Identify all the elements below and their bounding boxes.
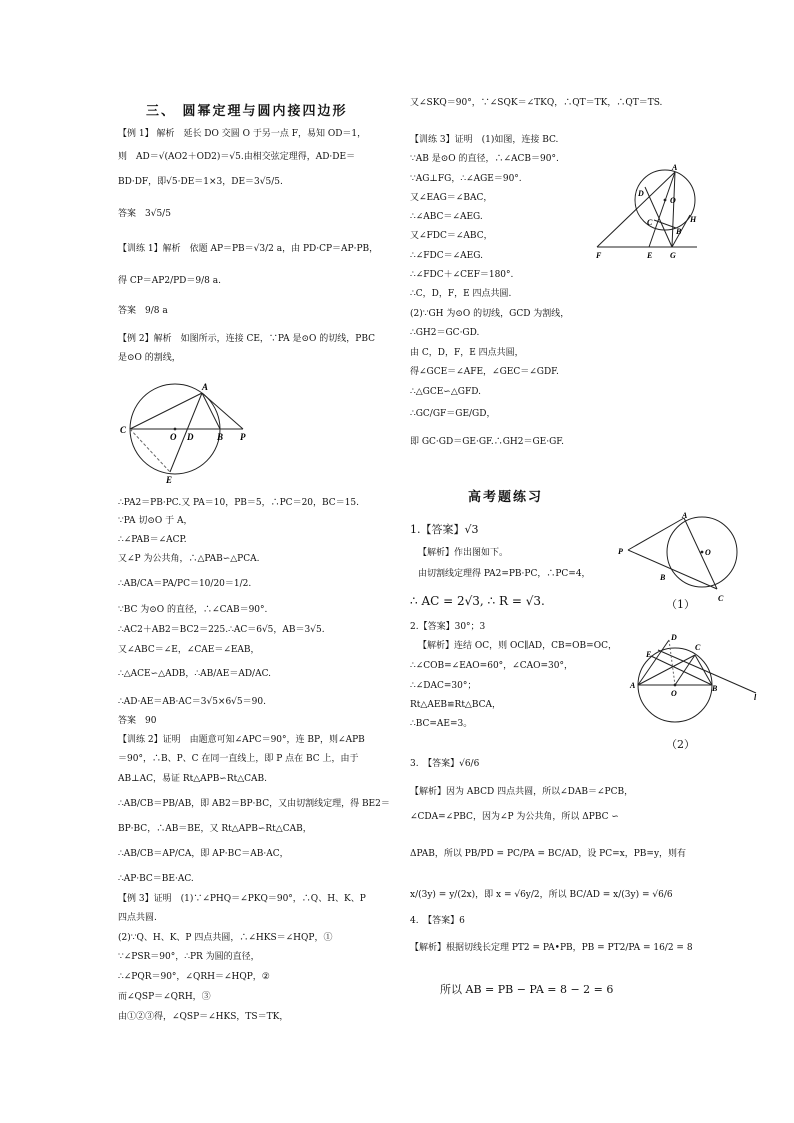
label-P: P — [240, 432, 246, 442]
answer-line: 答案 9/8 a — [118, 306, 168, 316]
label-A: A — [202, 382, 209, 392]
label-C: C — [718, 594, 724, 603]
text-line: 4. 【答案】6 — [410, 916, 465, 926]
text-line: ∴∠PAB＝∠ACP. — [118, 535, 187, 545]
section-title-exam-practice: 高考题练习 — [468, 490, 544, 505]
figure-training-3 — [592, 160, 702, 260]
text-line: ∴△GCE∽△GFD. — [410, 387, 481, 397]
text-line: ∴PA2＝PB·PC.又 PA＝10，PB＝5，∴PC＝20，BC＝15. — [118, 498, 360, 508]
label-E: E — [646, 650, 652, 659]
text-line: 1.【答案】√3 — [410, 523, 479, 536]
text-line: ∴AB/CB＝AP/CA，即 AP·BC＝AB·AC， — [118, 849, 289, 859]
label-H: H — [690, 215, 697, 224]
text-line: 【解析】因为 ABCD 四点共圆，所以∠DAB＝∠PCB， — [410, 787, 634, 797]
figure-example-2 — [118, 378, 258, 488]
label-C: C — [120, 425, 127, 435]
text-line: ∴△ACE∽△ADB，∴AB/AE＝AD/AC. — [118, 669, 272, 679]
label-D: D — [638, 189, 644, 198]
label-P: P — [618, 547, 623, 556]
text-line: 又∠P 为公共角，∴△PAB∽△PCA. — [118, 554, 260, 564]
text-line: ∴∠COB=∠EAO=60°，∠CAO=30°， — [410, 661, 573, 671]
text-line: Rt△AEB≌Rt△BCA， — [410, 700, 502, 710]
text-line: 由切割线定理得 PA2=PB·PC，∴PC=4， — [418, 569, 591, 579]
label-F: F — [596, 251, 602, 260]
text-line: ΔPAB，所以 PB/PD = PC/PA = BC/AD，设 PC=x，PB=y，则有 — [410, 849, 687, 859]
text-line: 由①②③得，∠QSP＝∠HKS，TS＝TK， — [118, 1012, 289, 1022]
text-line: 所以 AB = PB − PA = 8 − 2 = 6 — [440, 983, 614, 996]
figure-1-caption: （1） — [666, 598, 695, 611]
answer-line: 答案 90 — [118, 716, 157, 726]
text-line: ∴∠DAC=30°； — [410, 681, 477, 691]
text-line: 又∠SKQ＝90°，∵∠SQK＝∠TKQ，∴QT＝TK，∴QT＝TS. — [410, 98, 663, 108]
text-line: ∴∠FDC＋∠CEF＝180°. — [410, 270, 514, 280]
label-B: B — [712, 684, 718, 693]
text-line: 2.【答案】30°；3 — [410, 622, 486, 632]
label-B: B — [217, 432, 224, 442]
text-line: 【训练 1】解析 依题 AP＝PB＝√3/2 a，由 PD·CP＝AP·PB， — [118, 244, 379, 254]
label-A: A — [672, 163, 678, 172]
text-line: 又∠EAG＝∠BAC， — [410, 193, 493, 203]
text-line: (2)∵Q、H、K、P 四点共圆，∴∠HKS＝∠HQP，① — [118, 933, 333, 943]
text-line: 【训练 2】证明 由题意可知∠APC＝90°，连 BP，则∠APB — [118, 735, 365, 745]
text-line: ∵BC 为⊙O 的直径，∴∠CAB＝90°. — [118, 605, 268, 615]
text-line: ∵AB 是⊙O 的直径，∴∠ACB＝90°. — [410, 154, 559, 164]
text-line: BP·BC，∴AB＝BE，又 Rt△APB∽Rt△CAB， — [118, 824, 312, 834]
text-line: 【例 3】证明 (1)∵∠PHQ＝∠PKQ＝90°，∴Q、H、K、P — [118, 894, 366, 904]
text-line: ∴∠FDC＝∠AEG. — [410, 251, 483, 261]
text-line: 3. 【答案】√6/6 — [410, 759, 480, 769]
label-D: D — [187, 432, 194, 442]
label-B: B — [660, 573, 666, 582]
label-G: G — [670, 251, 676, 260]
label-A: A — [630, 681, 636, 690]
figure-2-caption: （2） — [666, 738, 695, 751]
text-line: ∵AG⊥FG，∴∠AGE＝90°. — [410, 174, 522, 184]
label-D: D — [671, 633, 677, 642]
label-C: C — [647, 218, 653, 227]
label-E: E — [166, 475, 173, 485]
text-line: 【解析】作出图如下。 — [418, 548, 509, 558]
text-line: ∴ AC = 2√3, ∴ R = √3. — [410, 594, 545, 608]
label-E: E — [647, 251, 653, 260]
label-l: l — [754, 693, 757, 702]
text-line: ∴∠PQR＝90°，∠QRH＝∠HQP，② — [118, 972, 270, 982]
label-B: B — [676, 227, 682, 236]
text-line: 【训练 3】证明 (1)如图，连接 BC. — [410, 135, 559, 145]
label-O: O — [671, 689, 677, 698]
text-line: x/(3y) = y/(2x)，即 x = √6y/2，所以 BC/AD = x/(3y) = √6/6 — [410, 890, 673, 900]
text-line: BD·DF，即√5·DE＝1×3，DE＝3√5/5. — [118, 177, 283, 187]
text-line: 四点共圆. — [118, 913, 157, 923]
text-line: ∵PA 切⊙O 于 A， — [118, 516, 193, 526]
text-line: ∴∠ABC＝∠AEG. — [410, 212, 483, 222]
figure-q2 — [628, 628, 768, 728]
text-line: 【解析】连结 OC，则 OC∥AD，CB=OB=OC， — [418, 641, 617, 651]
text-line: 【解析】根据切线长定理 PT2 = PA•PB，PB = PT2/PA = 16/2 = 8 — [410, 943, 693, 953]
text-line: (2)∵GH 为⊙O 的切线，GCD 为割线， — [410, 309, 570, 319]
text-line: AB⊥AC，易证 Rt△APB∽Rt△CAB. — [118, 774, 268, 784]
text-line: 【例 2】解析 如图所示，连接 CE，∵PA 是⊙O 的切线，PBC — [118, 334, 375, 344]
text-line: ∴AD·AE＝AB·AC＝3√5×6√5＝90. — [118, 697, 266, 707]
label-O: O — [670, 196, 676, 205]
label-O: O — [170, 432, 177, 442]
text-line: 又∠FDC＝∠ABC， — [410, 231, 493, 241]
text-line: ＝90°，∴B、P、C 在同一直线上，即 P 点在 BC 上，由于 — [118, 754, 359, 764]
text-line: ∴BC=AE=3。 — [410, 719, 473, 729]
text-line: ∵∠PSR＝90°，∴PR 为圆的直径， — [118, 952, 260, 962]
text-line: 【例 1】 解析 延长 DO 交圆 O 于另一点 F，易知 OD＝1， — [118, 129, 367, 139]
text-line: ∴GH2＝GC·GD. — [410, 328, 480, 338]
text-line: ∠CDA=∠PBC，因为∠P 为公共角，所以 ΔPBC ∽ — [410, 812, 619, 822]
label-A: A — [682, 511, 688, 520]
text-line: ∴C，D，F，E 四点共圆. — [410, 289, 512, 299]
text-line: 即 GC·GD＝GE·GF.∴GH2＝GE·GF. — [410, 437, 564, 447]
text-line: ∴AC2＋AB2＝BC2＝225.∴AC＝6√5，AB＝3√5. — [118, 625, 325, 635]
text-line: ∴AP·BC＝BE·AC. — [118, 874, 194, 884]
text-line: ∴AB/CB＝PB/AB，即 AB2＝BP·BC，又由切割线定理，得 BE2＝ — [118, 799, 390, 809]
text-line: 而∠QSP＝∠QRH，③ — [118, 992, 211, 1002]
text-line: 得 CP＝AP2/PD＝9/8 a. — [118, 276, 221, 286]
label-O: O — [705, 548, 711, 557]
label-C: C — [695, 643, 701, 652]
section-title-circle-power: 三、 圆幂定理与圆内接四边形 — [146, 104, 348, 119]
text-line: 由 C，D，F，E 四点共圆， — [410, 348, 524, 358]
answer-line: 答案 3√5/5 — [118, 209, 171, 219]
text-line: 得∠GCE＝∠AFE，∠GEC＝∠GDF. — [410, 367, 559, 377]
text-line: 则 AD＝√(AO2＋OD2)＝√5.由相交弦定理得，AD·DE＝ — [118, 152, 356, 162]
text-line: 是⊙O 的割线， — [118, 353, 181, 363]
text-line: ∴GC/GF＝GE/GD， — [410, 409, 496, 419]
text-line: ∴AB/CA＝PA/PC＝10/20＝1/2. — [118, 579, 252, 589]
text-line: 又∠ABC＝∠E，∠CAE＝∠EAB， — [118, 645, 260, 655]
